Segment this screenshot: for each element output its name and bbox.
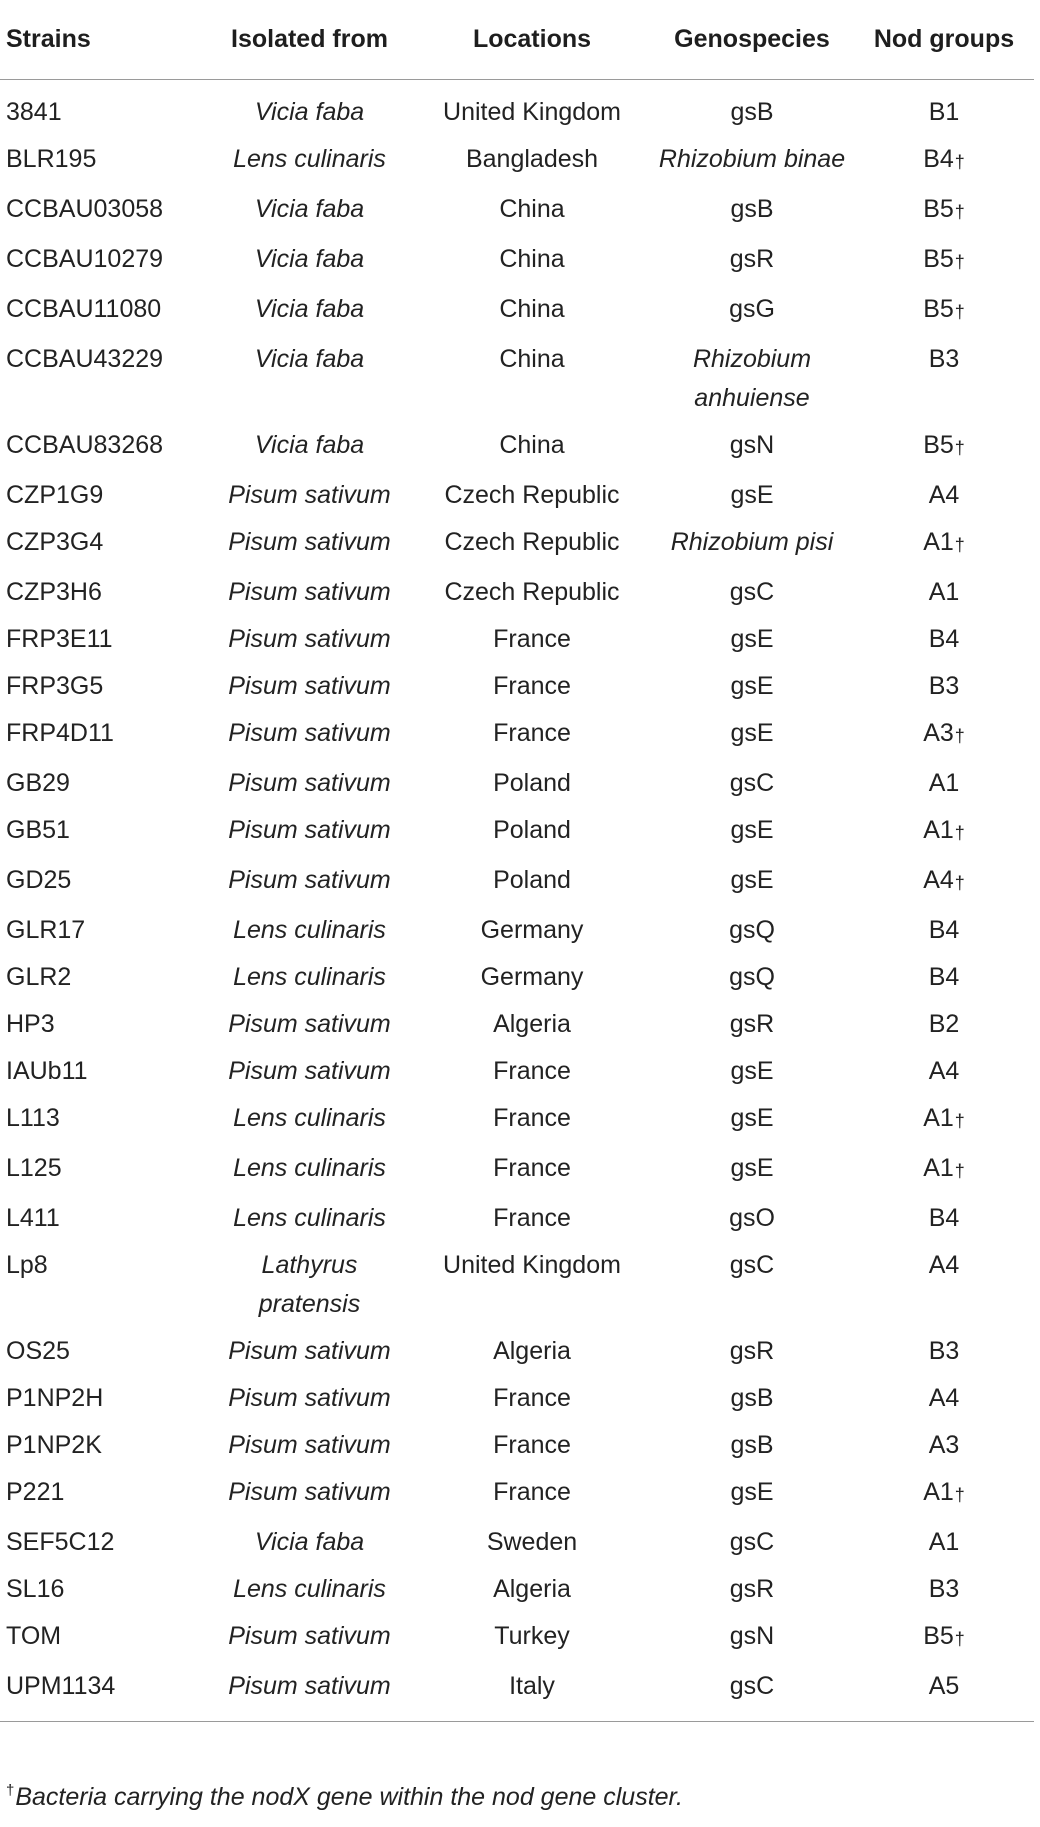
cell-nod-group xyxy=(854,1518,1034,1565)
nod-group-value: B5 xyxy=(923,245,954,273)
cell-genospecies: gsE xyxy=(730,1478,774,1506)
cell-genospecies: gsQ xyxy=(729,963,775,991)
table-row xyxy=(0,1374,1034,1421)
nodx-dagger-marker: † xyxy=(954,302,965,322)
cell-strain: L411 xyxy=(6,1204,60,1232)
cell-strain: P1NP2H xyxy=(6,1384,104,1412)
table-row xyxy=(0,80,1034,136)
cell-genospecies: gsR xyxy=(729,245,775,273)
nodx-dagger-marker: † xyxy=(954,1629,965,1649)
nod-group-value: A4 xyxy=(928,1251,960,1279)
table-row xyxy=(0,709,1034,759)
cell-location: France xyxy=(493,1104,571,1132)
cell-location: Italy xyxy=(414,1662,650,1722)
table-row xyxy=(0,1612,1034,1662)
cell-nod-group xyxy=(854,1374,1034,1421)
cell-genospecies: Rhizobium pisi xyxy=(670,528,834,556)
nod-group-value: B1 xyxy=(928,98,960,126)
nod-group-value: B5 xyxy=(923,195,954,223)
table-row xyxy=(0,615,1034,662)
cell-strain: Lp8 xyxy=(6,1251,48,1279)
nodx-dagger-marker: † xyxy=(954,252,965,272)
nodx-dagger-marker: † xyxy=(954,535,965,555)
cell-nod-group xyxy=(854,856,1034,906)
cell-nod-group xyxy=(854,1662,1034,1722)
cell-location: Poland xyxy=(493,866,571,894)
cell-strain: P221 xyxy=(6,1478,65,1506)
cell-strain: CCBAU43229 xyxy=(6,345,164,373)
cell-genospecies: gsG xyxy=(729,295,775,323)
nod-group-value: B4 xyxy=(928,963,960,991)
nod-group-value: A1 xyxy=(923,1154,954,1182)
nod-group-value: B4 xyxy=(928,916,960,944)
cell-genospecies: gsQ xyxy=(729,916,775,944)
cell-strain: HP3 xyxy=(6,1010,55,1038)
table-row xyxy=(0,1518,1034,1565)
nod-group-value: A4 xyxy=(928,481,960,509)
cell-isolated-from: Pisum sativum xyxy=(205,1662,414,1722)
cell-nod-group xyxy=(854,1612,1034,1662)
table-row xyxy=(0,953,1034,1000)
cell-isolated-from: Lens culinaris xyxy=(233,1575,386,1603)
table-row xyxy=(0,759,1034,806)
table-row xyxy=(0,1468,1034,1518)
cell-genospecies: gsE xyxy=(730,672,774,700)
cell-strain: FRP3E11 xyxy=(6,625,113,653)
table-row xyxy=(0,1094,1034,1144)
nod-group-value: A1 xyxy=(928,1528,960,1556)
cell-isolated-from: Pisum sativum xyxy=(228,672,391,700)
cell-strain: UPM1134 xyxy=(0,1662,205,1722)
cell-nod-group xyxy=(854,135,1034,185)
nod-group-value: B5 xyxy=(923,431,954,459)
table-row xyxy=(0,1047,1034,1094)
cell-isolated-from: Pisum sativum xyxy=(228,1478,391,1506)
cell-strain: CZP3H6 xyxy=(6,578,102,606)
cell-isolated-from: Vicia faba xyxy=(254,1528,365,1556)
header-locations: Locations xyxy=(414,4,650,80)
table-row xyxy=(0,906,1034,953)
cell-isolated-from: Pisum sativum xyxy=(228,1010,391,1038)
cell-strain: CZP1G9 xyxy=(6,481,104,509)
footnote-text: Bacteria carrying the nodX gene within the nod gene cluster. xyxy=(15,1783,683,1811)
cell-isolated-from: Lens culinaris xyxy=(233,916,386,944)
cell-strain: CZP3G4 xyxy=(6,528,104,556)
cell-location: France xyxy=(493,719,571,747)
cell-strain: OS25 xyxy=(6,1337,70,1365)
cell-genospecies: gsR xyxy=(729,1575,775,1603)
cell-isolated-from: Vicia faba xyxy=(254,245,365,273)
cell-location: Algeria xyxy=(493,1010,571,1038)
nodx-dagger-marker: † xyxy=(954,202,965,222)
cell-nod-group xyxy=(854,568,1034,615)
cell-genospecies: gsB xyxy=(730,1431,774,1459)
table-row xyxy=(0,135,1034,185)
cell-strain: GD25 xyxy=(6,866,72,894)
nod-group-value: B3 xyxy=(928,1575,960,1603)
cell-genospecies: gsB xyxy=(730,1384,774,1412)
nod-group-value: B4 xyxy=(928,625,960,653)
table-row xyxy=(0,421,1034,471)
nod-group-value: A1 xyxy=(923,1478,954,1506)
cell-strain: L125 xyxy=(6,1154,62,1182)
strains-table xyxy=(0,4,1034,1722)
cell-isolated-from: Vicia faba xyxy=(254,195,365,223)
table-row xyxy=(0,518,1034,568)
nod-group-value: A3 xyxy=(928,1431,960,1459)
cell-genospecies: gsO xyxy=(729,1204,775,1232)
cell-location: China xyxy=(499,431,565,459)
nod-group-value: B4 xyxy=(928,1204,960,1232)
cell-genospecies: gsC xyxy=(729,1251,775,1279)
nod-group-value: B3 xyxy=(928,345,960,373)
nod-group-value: B3 xyxy=(928,1337,960,1365)
cell-strain: L113 xyxy=(6,1104,60,1132)
nodx-dagger-marker: † xyxy=(954,1161,965,1181)
nod-group-value: A1 xyxy=(928,769,960,797)
cell-nod-group xyxy=(854,185,1034,235)
table-row xyxy=(0,185,1034,235)
cell-genospecies: gsB xyxy=(730,98,774,126)
nodx-dagger-marker: † xyxy=(954,873,965,893)
table-row xyxy=(0,806,1034,856)
cell-genospecies: gsE xyxy=(730,866,774,894)
nod-group-value: B2 xyxy=(928,1010,960,1038)
cell-strain: TOM xyxy=(6,1622,62,1650)
cell-nod-group xyxy=(854,906,1034,953)
cell-location: Czech Republic xyxy=(444,578,620,606)
cell-nod-group xyxy=(854,1565,1034,1612)
cell-isolated-from: Pisum sativum xyxy=(228,1057,391,1085)
cell-genospecies: gsE xyxy=(730,1154,774,1182)
table-row xyxy=(0,471,1034,518)
cell-location: Sweden xyxy=(486,1528,578,1556)
table-row xyxy=(0,856,1034,906)
cell-isolated-from: Lathyrus pratensis xyxy=(258,1251,361,1318)
cell-genospecies: gsC xyxy=(729,1528,775,1556)
cell-isolated-from: Pisum sativum xyxy=(228,528,391,556)
header-isolated-from: Isolated from xyxy=(205,4,414,80)
cell-location: France xyxy=(493,1478,571,1506)
table-row xyxy=(0,1662,1034,1722)
cell-location: Czech Republic xyxy=(444,528,620,556)
nodx-dagger-marker: † xyxy=(954,1485,965,1505)
cell-nod-group xyxy=(854,1327,1034,1374)
cell-location: China xyxy=(499,345,565,373)
nod-group-value: B5 xyxy=(923,1622,954,1650)
cell-nod-group xyxy=(854,1421,1034,1468)
cell-location: China xyxy=(499,295,565,323)
table-footnote xyxy=(6,1782,683,1812)
nod-group-value: B4 xyxy=(923,145,954,173)
cell-strain: GB29 xyxy=(6,769,70,797)
nod-group-value: A1 xyxy=(923,816,954,844)
cell-isolated-from: Pisum sativum xyxy=(228,481,391,509)
cell-location: Algeria xyxy=(493,1337,571,1365)
cell-genospecies: gsE xyxy=(730,719,774,747)
cell-strain: GLR17 xyxy=(6,916,86,944)
cell-location: Germany xyxy=(480,916,584,944)
cell-nod-group xyxy=(854,471,1034,518)
cell-location: Algeria xyxy=(493,1575,571,1603)
nodx-dagger-marker: † xyxy=(954,438,965,458)
cell-location: France xyxy=(493,1154,571,1182)
cell-isolated-from: Lens culinaris xyxy=(233,1204,386,1232)
cell-strain: SEF5C12 xyxy=(6,1528,115,1556)
cell-genospecies: Rhizobium anhuiense xyxy=(692,345,812,412)
cell-genospecies: gsE xyxy=(730,816,774,844)
cell-location: Czech Republic xyxy=(444,481,620,509)
cell-isolated-from: Lens culinaris xyxy=(233,145,386,173)
cell-strain: 3841 xyxy=(6,98,62,126)
cell-location: France xyxy=(493,1431,571,1459)
cell-strain: P1NP2K xyxy=(6,1431,102,1459)
cell-genospecies: gsE xyxy=(730,625,774,653)
cell-location: China xyxy=(499,195,565,223)
cell-location: United Kingdom xyxy=(443,1251,621,1279)
cell-strain: GLR2 xyxy=(6,963,72,991)
cell-nod-group xyxy=(854,1144,1034,1194)
nod-group-value: B3 xyxy=(928,672,960,700)
nod-group-value: A4 xyxy=(923,866,954,894)
cell-isolated-from: Vicia faba xyxy=(254,295,365,323)
cell-isolated-from: Lens culinaris xyxy=(233,963,386,991)
cell-genospecies: gsC xyxy=(729,578,775,606)
cell-genospecies: gsC xyxy=(650,1662,854,1722)
table-row xyxy=(0,1421,1034,1468)
cell-strain: FRP3G5 xyxy=(6,672,104,700)
cell-nod-group xyxy=(854,1094,1034,1144)
nod-group-value: A1 xyxy=(923,1104,954,1132)
nodx-dagger-marker: † xyxy=(954,726,965,746)
cell-genospecies: gsE xyxy=(730,481,774,509)
table-row xyxy=(0,568,1034,615)
cell-strain: CCBAU11080 xyxy=(6,295,162,323)
header-genospecies: Genospecies xyxy=(650,4,854,80)
cell-isolated-from: Pisum sativum xyxy=(228,1622,391,1650)
table-row xyxy=(0,1000,1034,1047)
cell-location: China xyxy=(499,245,565,273)
cell-location: France xyxy=(493,672,571,700)
cell-isolated-from: Pisum sativum xyxy=(228,1431,391,1459)
table-row xyxy=(0,1327,1034,1374)
cell-nod-group xyxy=(854,80,1034,136)
cell-isolated-from: Lens culinaris xyxy=(233,1104,386,1132)
cell-location: Bangladesh xyxy=(465,145,599,173)
table-row xyxy=(0,235,1034,285)
cell-isolated-from: Pisum sativum xyxy=(228,1337,391,1365)
cell-location: France xyxy=(493,625,571,653)
table-row xyxy=(0,335,1034,421)
cell-nod-group xyxy=(854,518,1034,568)
cell-genospecies: gsN xyxy=(729,431,775,459)
cell-isolated-from: Vicia faba xyxy=(254,431,365,459)
nodx-dagger-marker: † xyxy=(954,1111,965,1131)
table-row xyxy=(0,1144,1034,1194)
cell-genospecies: gsC xyxy=(729,769,775,797)
cell-isolated-from: Pisum sativum xyxy=(228,578,391,606)
cell-nod-group xyxy=(854,806,1034,856)
table-row xyxy=(0,1565,1034,1612)
cell-strain: FRP4D11 xyxy=(6,719,114,747)
cell-location: United Kingdom xyxy=(443,98,621,126)
cell-location: France xyxy=(493,1057,571,1085)
cell-nod-group xyxy=(854,1468,1034,1518)
cell-location: Poland xyxy=(493,769,571,797)
cell-isolated-from: Vicia faba xyxy=(254,345,365,373)
cell-genospecies: gsE xyxy=(730,1104,774,1132)
cell-strain: CCBAU10279 xyxy=(6,245,164,273)
cell-nod-group xyxy=(854,235,1034,285)
cell-strain: GB51 xyxy=(6,816,70,844)
cell-isolated-from: Pisum sativum xyxy=(228,1384,391,1412)
cell-nod-group xyxy=(854,335,1034,421)
cell-nod-group xyxy=(854,285,1034,335)
cell-nod-group xyxy=(854,662,1034,709)
cell-genospecies: gsR xyxy=(729,1010,775,1038)
table-row xyxy=(0,285,1034,335)
table-row xyxy=(0,1194,1034,1241)
nod-group-value: A1 xyxy=(928,578,960,606)
cell-nod-group xyxy=(854,1000,1034,1047)
table-row xyxy=(0,662,1034,709)
footnote-marker: † xyxy=(6,1782,15,1799)
cell-location: France xyxy=(493,1384,571,1412)
cell-nod-group xyxy=(854,953,1034,1000)
cell-isolated-from: Lens culinaris xyxy=(233,1154,386,1182)
cell-isolated-from: Pisum sativum xyxy=(228,769,391,797)
nod-group-value: A4 xyxy=(928,1384,960,1412)
cell-strain: CCBAU83268 xyxy=(6,431,164,459)
cell-genospecies: gsN xyxy=(729,1622,775,1650)
nod-group-value: A4 xyxy=(928,1057,960,1085)
cell-nod-group xyxy=(854,759,1034,806)
cell-location: Poland xyxy=(493,816,571,844)
nod-group-value: A5 xyxy=(928,1672,960,1700)
cell-genospecies: gsR xyxy=(729,1337,775,1365)
cell-isolated-from: Vicia faba xyxy=(254,98,365,126)
cell-nod-group xyxy=(854,1194,1034,1241)
cell-genospecies: Rhizobium binae xyxy=(658,145,846,173)
cell-genospecies: gsE xyxy=(730,1057,774,1085)
cell-strain: SL16 xyxy=(6,1575,65,1603)
cell-isolated-from: Pisum sativum xyxy=(228,625,391,653)
header-strains: Strains xyxy=(0,4,205,80)
nodx-dagger-marker: † xyxy=(954,823,965,843)
cell-nod-group xyxy=(854,1047,1034,1094)
cell-genospecies: gsB xyxy=(730,195,774,223)
cell-nod-group xyxy=(854,421,1034,471)
cell-location: Turkey xyxy=(494,1622,570,1650)
nod-group-value: B5 xyxy=(923,295,954,323)
cell-isolated-from: Pisum sativum xyxy=(228,866,391,894)
cell-strain: CCBAU03058 xyxy=(6,195,164,223)
cell-nod-group xyxy=(854,709,1034,759)
cell-strain: IAUb11 xyxy=(6,1057,88,1085)
header-nod-groups: Nod groups xyxy=(854,4,1034,80)
cell-nod-group xyxy=(854,615,1034,662)
cell-strain: BLR195 xyxy=(6,145,97,173)
table-header-row xyxy=(0,4,1034,80)
nodx-dagger-marker: † xyxy=(954,152,965,172)
nod-group-value: A3 xyxy=(923,719,954,747)
table-row xyxy=(0,1241,1034,1327)
table-body xyxy=(0,80,1034,1722)
cell-isolated-from: Pisum sativum xyxy=(228,719,391,747)
cell-isolated-from: Pisum sativum xyxy=(228,816,391,844)
cell-nod-group xyxy=(854,1241,1034,1327)
cell-location: France xyxy=(493,1204,571,1232)
cell-location: Germany xyxy=(480,963,584,991)
nod-group-value: A1 xyxy=(923,528,954,556)
